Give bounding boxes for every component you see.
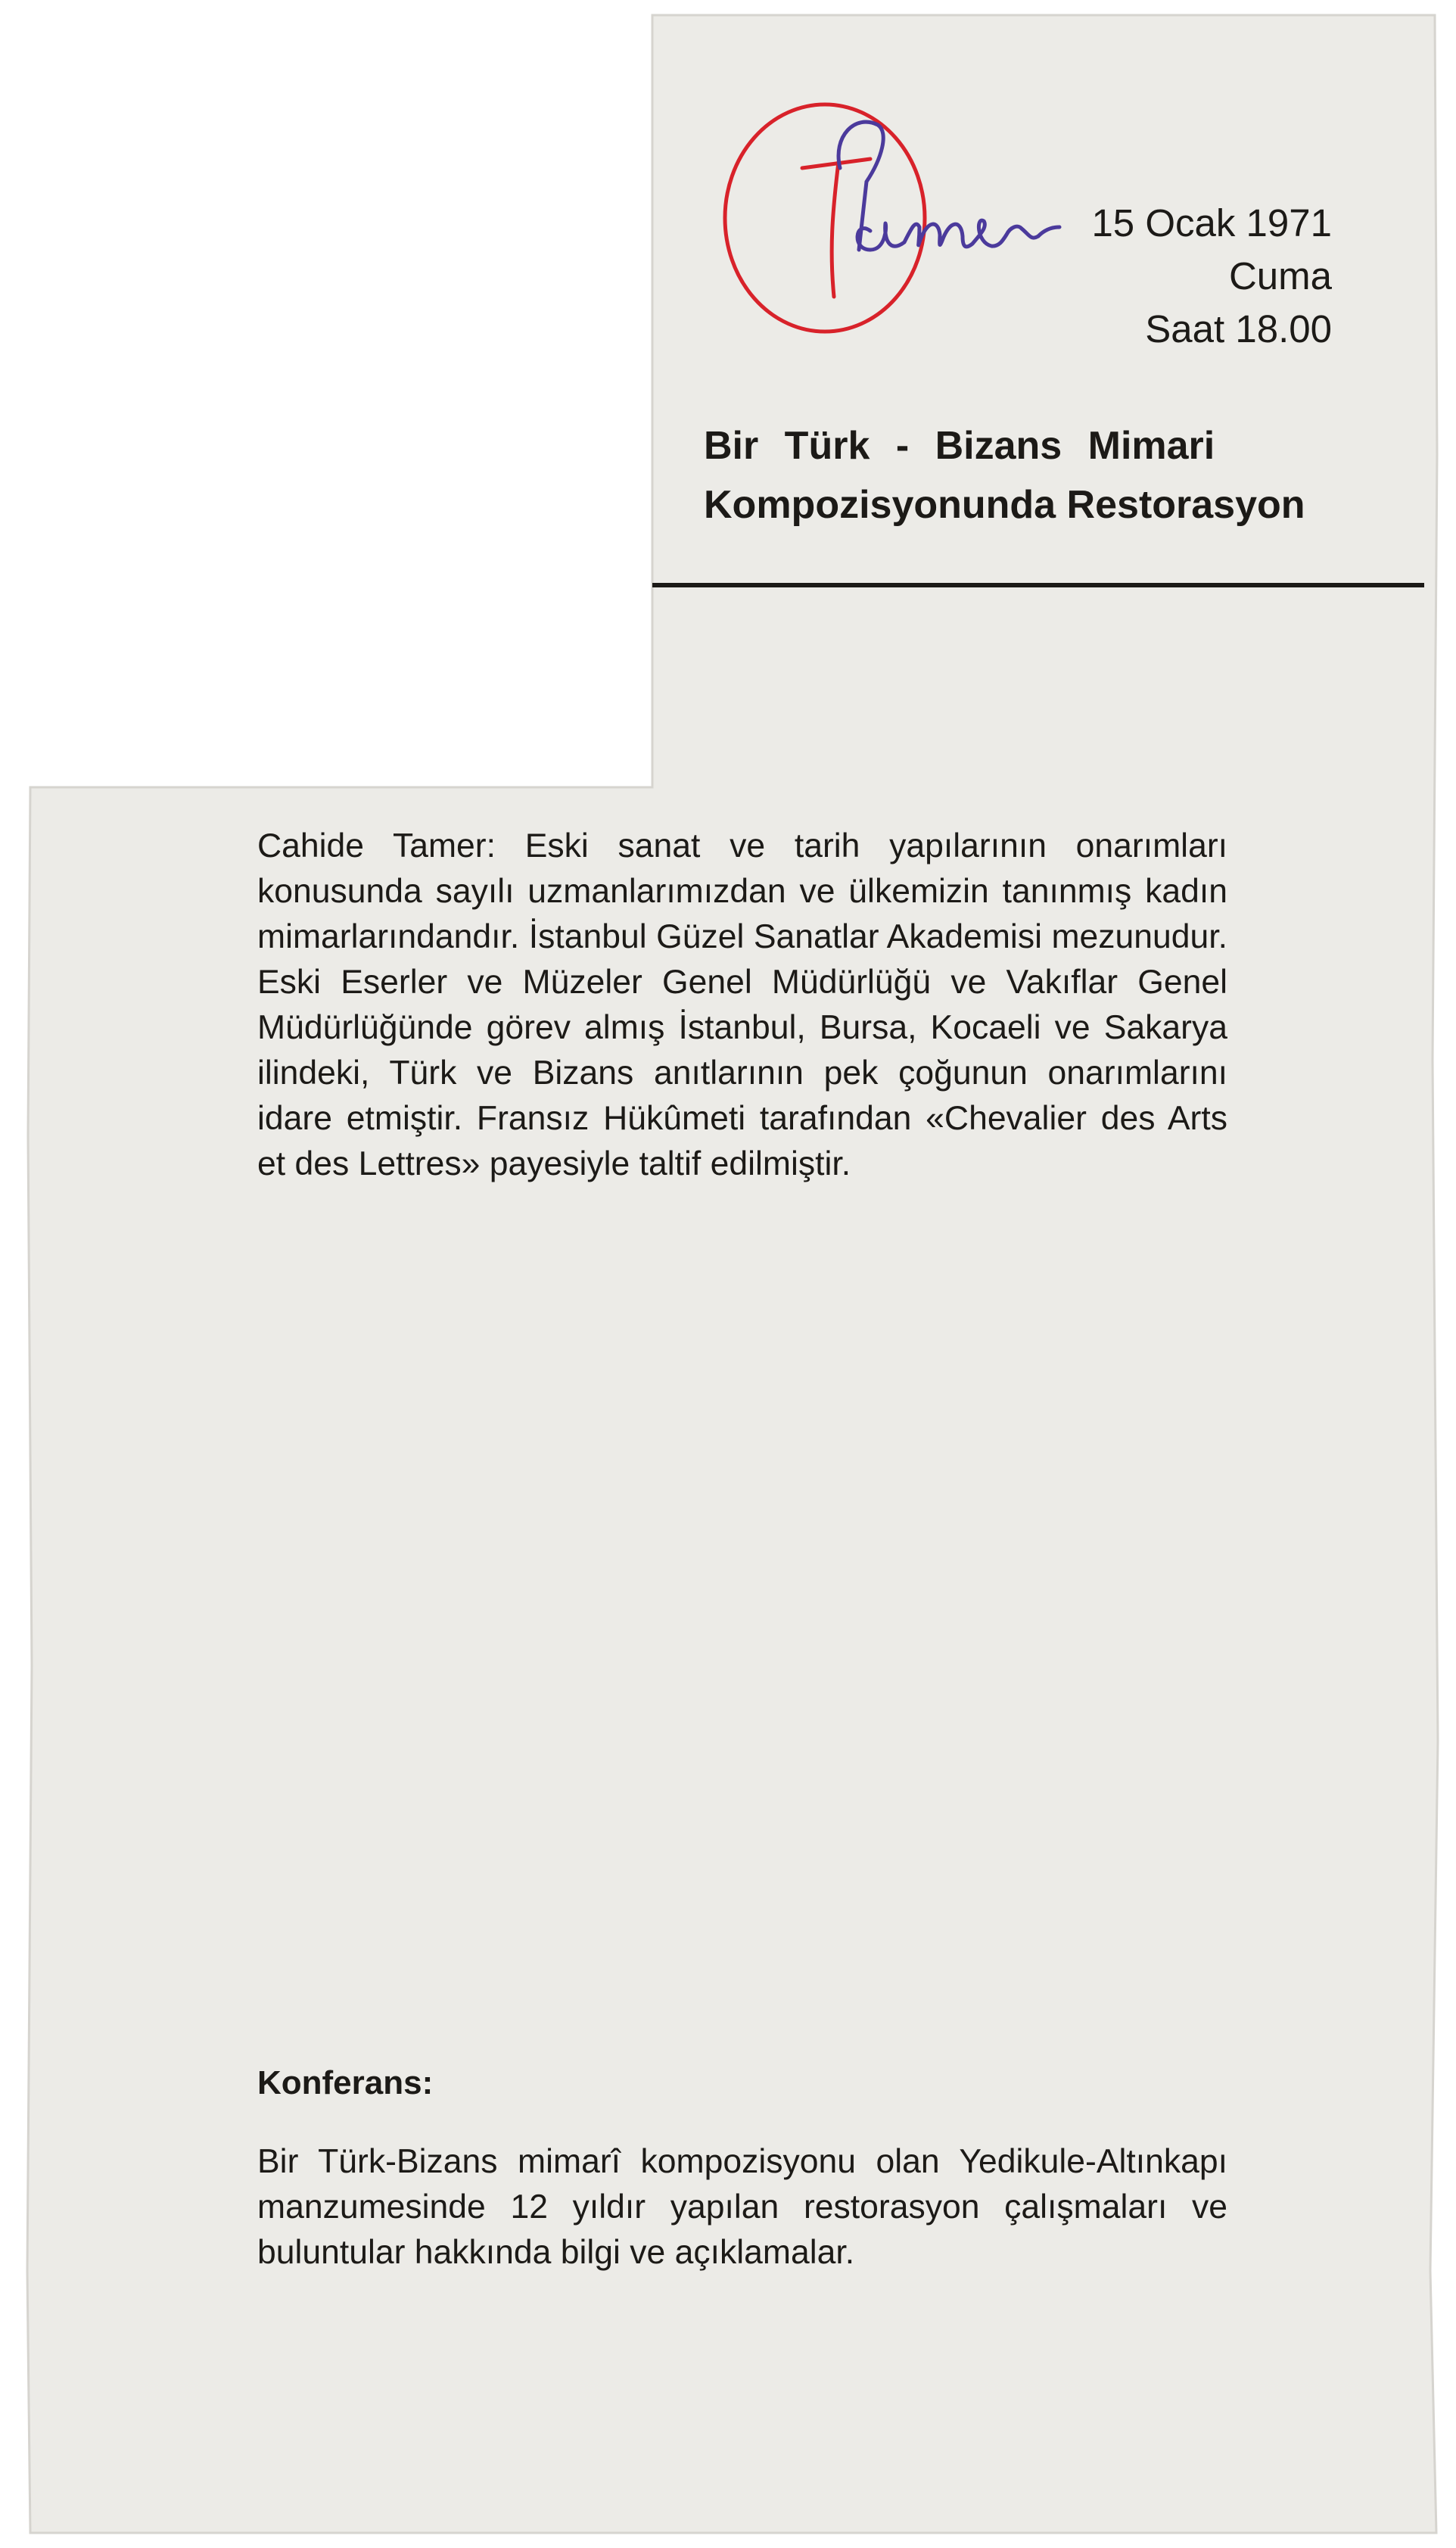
event-date: 15 Ocak 1971 — [1091, 201, 1332, 245]
conference-heading: Konferans: — [257, 2064, 434, 2101]
title-divider — [652, 583, 1424, 587]
event-day: Cuma — [1228, 254, 1332, 297]
lecture-title-line-2: Kompozisyonunda Restorasyon — [704, 483, 1305, 527]
conference-description: Bir Türk-Bizans mimarî kompozisyonu olan Yedikule-Altınkapı manzumesinde 12 yıldır yapılan restorasyon çalışmaları ve buluntular hakkında bilgi ve açıklamalar. — [257, 2143, 1227, 2271]
event-datetime — [704, 197, 1332, 356]
lecture-title-line-1: Bir Türk - Bizans Mimari — [704, 424, 1215, 468]
lecture-title — [704, 416, 1385, 534]
event-time: Saat 18.00 — [1145, 307, 1332, 350]
speaker-biography: Cahide Tamer: Eski sanat ve tarih yapılarının onarımları konusunda sayılı uzmanlarımızdan ve ülkemizin tanınmış kadın mimarlarındandır. İstanbul Güzel Sanatlar Akademisi mezunudur. Eski Eserler ve Müzeler Genel Müdürlüğü ve Vakıflar Genel Müdürlüğünde görev almış İstanbul, Bursa, Kocaeli ve Sakarya ilindeki, Türk ve Bizans anıtlarının pek çoğunun onarımlarını idare etmiştir. Fransız Hükûmeti tarafından «Chevalier des Arts et des Lettres» payesiyle taltif edilmiştir. — [257, 827, 1227, 1182]
